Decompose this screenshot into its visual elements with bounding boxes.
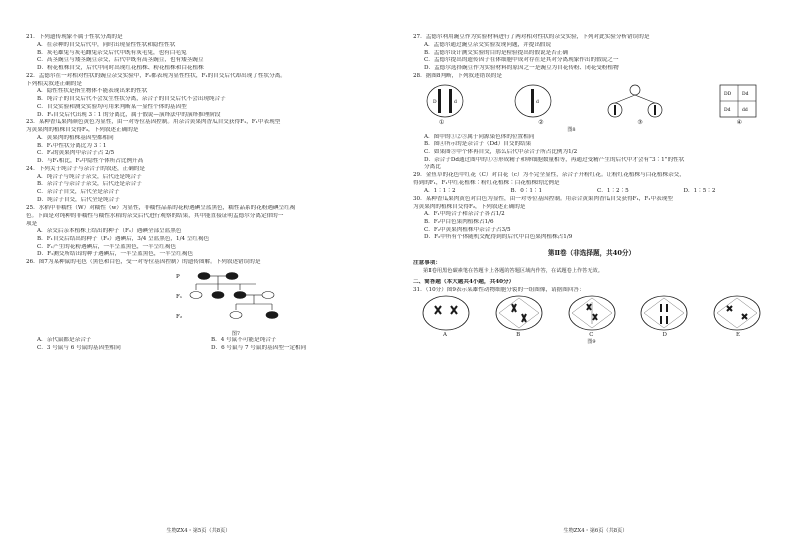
answer-option[interactable]: D．与F₁相比，F₂中隐性个体所占比例升高 [37,158,144,165]
svg-text:d: d [454,99,457,105]
answer-option[interactable]: C．F₂中黄果肉植株中杂合子占3/5 [424,226,511,233]
cell-division-c [567,294,617,332]
svg-text:Dd: Dd [723,107,731,113]
figure-9-label-e: E [735,332,740,339]
figure-9-label-d: D [662,332,667,339]
q28-29-block [413,134,770,188]
figure-8-caption: 图8 [567,126,576,133]
option[interactable]: C．3 号鼠与 6 号鼠的基因型相同 [37,344,121,351]
q30-block [413,196,770,242]
answer-option[interactable]: D．F₁自交后代出现 3∶1 的分离比，属于假说—演绎法中的演绎推理阶段 [37,111,221,118]
answer-option[interactable]: B．杂合子与杂合子杂交，后代还是杂合子 [37,181,142,188]
svg-text:dd: dd [741,107,748,113]
answer-option[interactable]: B．纯合子的自交后代不会发生性状分离，杂合子的自交后代不会出现纯合子 [37,96,226,103]
figure-9-caption: 图9 [587,339,596,346]
cell-diagram-2 [513,83,553,119]
answer-option[interactable]: A．图中的①②③属于同源染色体的位置相同 [424,133,535,140]
question-text: 27．孟德尔利用豌豆作为实验材料进行了两对相对性状的杂交实验，下列对此实验分析错误的是 [413,34,650,41]
figure-7 [26,268,385,337]
figure-7-caption: 图7 [231,330,241,337]
notice-title: 注意事项： [413,260,441,267]
figure-9-label-b: B [516,332,521,339]
answer-option[interactable]: A．孟德尔通过豌豆杂交实验发现问题，并提出假说 [424,41,552,48]
answer-option[interactable]: D．孟德尔选择豌豆作为实验材料的原因之一是豌豆为自花传粉、闭花受粉植物 [424,65,619,71]
question-text: 28．据图8判断，下列叙述错误的是 [413,72,502,79]
option[interactable]: D．6 号鼠与 7 号鼠的基因型一定相同 [211,344,307,351]
question-text: 下列相关叙述正确的是 [26,80,82,87]
answer-option[interactable]: C．杂合子自交，后代全是杂合子 [37,189,120,196]
q26-options-row-1 [26,337,385,345]
cell-diagram-1 [425,83,465,119]
page-footer-left: 生物ZX4・第5页（共8页） [166,528,231,534]
question-31: 31．（10分）图9表示某雄性动物细胞分裂的一组图像，请据图回答： [413,286,585,293]
answer-option[interactable]: B．F₁自交后结出的种子（F₂）遇碘后，3/4 呈蓝黑色，1/4 呈红褐色 [37,235,210,242]
question-text: 为黄果肉的植株自交得F₂，下列叙述正确的是 [26,127,139,134]
mouse-icon [198,272,210,279]
cell-division-e [712,294,762,332]
svg-text:D: D [433,99,437,105]
question-text: 22．孟德尔在一对相对性状的豌豆杂交实验中，F₁都表现为显性性状，F₁的自交后代却出现了性状分离。 [26,72,286,79]
answer-option[interactable]: 分离比 [424,164,441,171]
notice-text: 第Ⅱ卷用黑色碳素笔在答题卡上各题的答题区域内作答，在试题卷上作答无效。 [423,267,603,274]
cell-diagram-3 [600,83,670,119]
question-text: 项是 [26,220,38,227]
answer-option[interactable]: A．在杂种的自交后代中，同时出现显性性状和隐性性状 [37,41,176,48]
question-text: 色。下面是对纯种的非糯性与糯性水稻的杂交后代进行观察的结果，其中能直接证明孟德尔分离定律的一 [26,212,284,219]
mouse-icon [226,272,238,279]
mouse-icon [230,311,242,318]
mouse-pedigree-diagram [176,268,296,326]
pedigree-f1-label: F₁ [176,293,183,300]
svg-text:Dd: Dd [741,91,749,97]
page-footer-right: 生物ZX4・第6页（共8页） [563,528,628,534]
pedigree-f2-label: F₂ [176,313,183,320]
answer-option[interactable]: B．F₁中性状分离比为 3∶1 [37,142,107,149]
svg-text:d: d [535,99,539,105]
figure-8-label-1: ① [439,118,445,126]
cell-diagram-4 [718,83,758,119]
answer-option[interactable]: A．F₁中纯合子和杂合子各占1/2 [424,211,505,218]
option[interactable]: A．1∶1∶2 [424,187,456,194]
option[interactable]: A．亲代鼠都是杂合子 [37,336,92,343]
question-text: 30．某种香瓜果肉黄色对白色为显性，由一对等位基因控制。用杂合黄果肉香瓜自交获得F₁，F₁中表现型 [413,195,673,202]
question-text: 24．下列关于纯合子与杂合子的叙述，正确的是 [26,166,145,173]
section-title: 第Ⅱ卷（非选择题，共40分） [547,249,636,258]
q29-options [413,188,770,196]
answer-option[interactable]: B．图④所示的是杂合子（Dd）自交的结果 [424,141,532,148]
answer-option[interactable]: B．F₂中白色果肉植株占1/6 [424,219,494,226]
answer-option[interactable]: A．黄果肉的植株基因型都相同 [37,135,114,142]
option[interactable]: B．0∶1∶1 [510,187,543,194]
part2-title: 二、简答题（本大题共4小题，共40分） [413,278,515,285]
option[interactable]: D．1∶5∶2 [683,187,716,194]
cell-division-d [639,294,689,332]
figure-9 [413,294,770,345]
mouse-icons [190,272,278,318]
figure-9-label-c: C [589,332,594,339]
svg-text:DD: DD [723,91,732,97]
mouse-icon [266,311,278,318]
figure-9-label-a: A [443,332,447,339]
page-right [397,0,794,544]
answer-option[interactable]: D．纯合子自交，后代全是纯合子 [37,196,120,203]
figure-8-label-4: ④ [736,118,742,126]
answer-option[interactable]: B．孟德尔设计测交实验的目的是检验提出的假说是否正确 [424,49,568,56]
answer-option[interactable]: A．纯合子与纯合子杂交，后代还是纯合子 [37,173,142,180]
question-text: 25．水稻中非糯性（W）对糯性（w）为显性，非糯性品系的花粉遇碘呈蓝黑色，糯性品系的花粉遇碘呈红褐 [26,204,296,211]
cell-division-b [494,294,544,332]
question-text: 21．下列遗传现象不属于性状分离的是 [26,34,123,41]
pedigree-p-label: P [176,273,180,280]
mouse-icon [190,291,202,298]
answer-option[interactable]: A．隐性性状是指生物体不能表现出来的性状 [37,88,148,95]
left-question-lines [26,34,385,267]
option[interactable]: B．4 号鼠不可能是纯合子 [211,336,277,343]
answer-option[interactable]: D．杂合子Dd通过图中的①③形成精子和卵细胞数量相等，再通过受精产生的后代中才会有“3∶1”的性状 [424,156,685,163]
question-text: 29．金鱼草的花色中红花（C）对白花（c）为不完全显性，杂合子开粉红花。让粉红花植株与白花植株杂交， [413,172,685,179]
cell-division-a [421,294,471,332]
answer-option[interactable]: C．高茎豌豆与矮茎豌豆杂交，后代中既有高茎豌豆，也有矮茎豌豆 [37,57,204,64]
answer-option[interactable]: C．自交实验和测交实验均可用来判断某一显性个体的基因型 [37,103,187,110]
mouse-icon [234,291,246,298]
q26-options-row-2 [26,345,385,353]
question-text: 26．图7为某种鼠的毛色（黑色和白色，受一对等位基因控制）的遗传图解。下列叙述错误的是 [26,259,261,266]
figure-8 [413,83,770,133]
option[interactable]: C．1∶2∶5 [597,187,629,194]
question-text: 为黄果肉的植株自交得F₂，下列叙述正确的是 [413,203,526,210]
answer-option[interactable]: C．如果图③中个体再自交，那么后代中杂合子所占比例为1/2 [424,149,578,155]
mouse-icon [262,291,274,298]
answer-option[interactable]: C．孟德尔提出的遗传因子在体细胞中成对存在是其对分离现象作出的假说之一 [424,57,619,64]
answer-option[interactable]: A．杂交后亲本植株上结出的种子（F₁）遇碘全部呈蓝黑色 [37,228,182,235]
mouse-icon [212,291,224,298]
figure-8-label-3: ③ [637,118,643,126]
answer-option[interactable]: B．灰毛雄兔与灰毛雌兔杂交后代中既有灰毛兔，也有白毛兔 [37,49,187,56]
answer-option[interactable]: C．F₂的黄果肉中杂合子占 2/5 [37,150,115,157]
answer-option[interactable]: D．F₂中所有个体随机交配得到的后代中白色果肉植株占1/9 [424,234,573,241]
question-text: 23．某种香瓜果肉颜色黄色为显性，由一对等位基因控制。用杂合黄果肉香瓜自交获得F₁，F₁中表现型 [26,119,281,126]
answer-option[interactable]: D．粉花植株自交，后代中同时出现红花植株、粉花植株和白花植株 [37,65,204,71]
answer-option[interactable]: D．F₁测交所结出的种子遇碘后，一半呈蓝黑色，一半呈红褐色 [37,251,194,258]
q27-block [413,34,770,80]
question-text: 得到的F₁，F₁中红花植株∶粉红花植株∶白花植株的比例是 [413,180,560,187]
figure-8-label-2: ② [538,118,544,126]
answer-option[interactable]: C．F₁产生的花粉遇碘后，一半呈蓝黑色，一半呈红褐色 [37,243,177,250]
